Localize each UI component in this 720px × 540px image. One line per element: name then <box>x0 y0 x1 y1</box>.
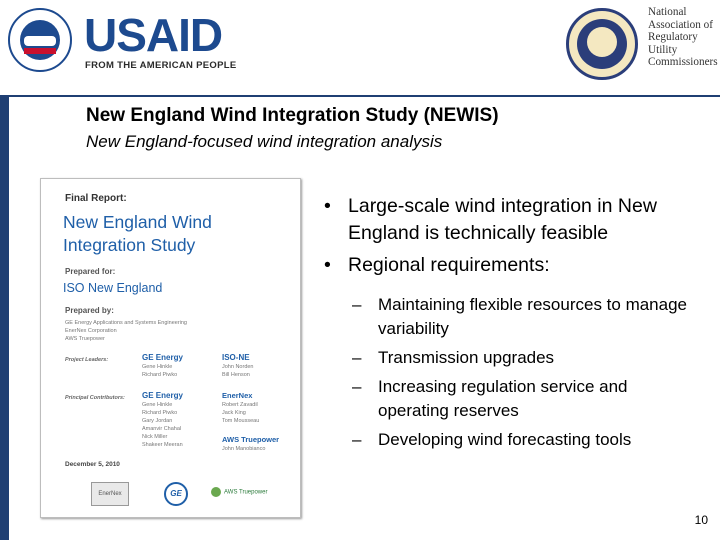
naruc-line: Commissioners <box>648 56 718 69</box>
report-person: Jack King <box>222 410 246 416</box>
report-title-line: Integration Study <box>63 235 196 255</box>
report-prepared-for: ISO New England <box>63 281 163 295</box>
report-prepared-by <box>65 319 187 343</box>
sub-bullet-text: Maintaining flexible resources to manage variability <box>378 295 688 338</box>
report-person: Richard Piwko <box>142 372 178 378</box>
report-enernex-heading: EnerNex <box>222 391 253 400</box>
naruc-line: National <box>648 6 687 18</box>
report-person: Robert Zavadil <box>222 402 258 408</box>
header-divider <box>9 95 720 97</box>
enernex-logo: EnerNex <box>91 482 129 506</box>
page-number: 10 <box>694 513 708 527</box>
sub-bullet-item <box>318 375 698 423</box>
sub-bullet-item <box>318 346 698 370</box>
dash-icon: – <box>352 377 362 396</box>
slide-title: New England Wind Integration Study (NEWIS) <box>86 105 499 126</box>
report-org-line: EnerNex Corporation <box>65 328 117 334</box>
usaid-seal-icon <box>8 8 72 72</box>
usaid-logo <box>8 8 237 74</box>
leaf-icon <box>211 487 221 497</box>
naruc-line: Regulatory <box>648 31 698 44</box>
report-ge-energy-heading: GE Energy <box>142 353 183 362</box>
report-project-leaders-label: Project Leaders: <box>65 357 109 363</box>
report-enernex-contributors <box>222 401 259 425</box>
report-person: Bill Henson <box>222 372 250 378</box>
bullet-text: Regional requirements: <box>348 254 550 276</box>
sub-bullet-text: Developing wind forecasting tools <box>378 430 632 449</box>
report-aws-contributors <box>222 445 265 453</box>
report-ge-contributors <box>142 401 183 449</box>
report-title <box>63 211 212 257</box>
report-cover-image <box>40 178 301 518</box>
report-org-line: GE Energy Applications and Systems Engineering <box>65 320 187 326</box>
ge-logo: GE <box>164 482 188 506</box>
bullet-item <box>318 193 698 247</box>
usaid-tagline: FROM THE AMERICAN PEOPLE <box>85 60 237 71</box>
report-prepared-by-label: Prepared by: <box>65 306 114 315</box>
bullet-text: Large-scale wind integration in New England is technically feasible <box>348 195 657 244</box>
report-person: Gene Hinkle <box>142 402 173 408</box>
report-person: Shakeer Meeran <box>142 442 183 448</box>
report-iso-leaders <box>222 363 254 379</box>
bullet-list <box>318 193 698 457</box>
report-date: December 5, 2010 <box>65 461 120 468</box>
report-iso-ne-heading: ISO-NE <box>222 353 250 362</box>
report-prepared-for-label: Prepared for: <box>65 267 116 276</box>
aws-logo-text: AWS Truepower <box>224 489 268 496</box>
report-person: John Manobianco <box>222 446 266 452</box>
naruc-wordmark <box>648 6 720 69</box>
bullet-dot-icon: • <box>324 195 331 217</box>
naruc-line: Utility <box>648 43 678 56</box>
sub-bullet-text: Transmission upgrades <box>378 348 555 367</box>
report-person: Gary Jordan <box>142 418 173 424</box>
report-org-line: AWS Truepower <box>65 336 105 342</box>
report-aws-heading: AWS Truepower <box>222 435 280 444</box>
dash-icon: – <box>352 295 362 314</box>
report-final-label: Final Report: <box>65 193 127 204</box>
report-person: John Norden <box>222 364 254 370</box>
report-person: Gene Hinkle <box>142 364 173 370</box>
dash-icon: – <box>352 348 362 367</box>
naruc-seal-icon <box>566 8 638 80</box>
report-person: Tom Mousseau <box>222 418 260 424</box>
report-ge-leaders <box>142 363 177 379</box>
dash-icon: – <box>352 430 362 449</box>
report-contributors-label: Principal Contributors: <box>65 395 125 401</box>
sub-bullet-text: Increasing regulation service and operating reserves <box>378 377 628 420</box>
report-person: Amanvir Chahal <box>142 426 182 432</box>
left-accent-bar <box>0 95 9 540</box>
sub-bullet-item <box>318 428 698 452</box>
slide-subtitle: New England-focused wind integration analysis <box>86 132 443 151</box>
usaid-wordmark: USAID <box>84 9 223 61</box>
report-person: Richard Piwko <box>142 410 178 416</box>
bullet-item <box>318 252 698 279</box>
bullet-dot-icon: • <box>324 254 331 276</box>
aws-logo <box>211 487 273 501</box>
report-title-line: New England Wind <box>63 212 212 232</box>
report-person: Nick Miller <box>142 434 168 440</box>
sub-bullet-item <box>318 293 698 341</box>
report-ge-energy-heading-2: GE Energy <box>142 391 183 400</box>
naruc-line: Association of <box>648 18 713 31</box>
